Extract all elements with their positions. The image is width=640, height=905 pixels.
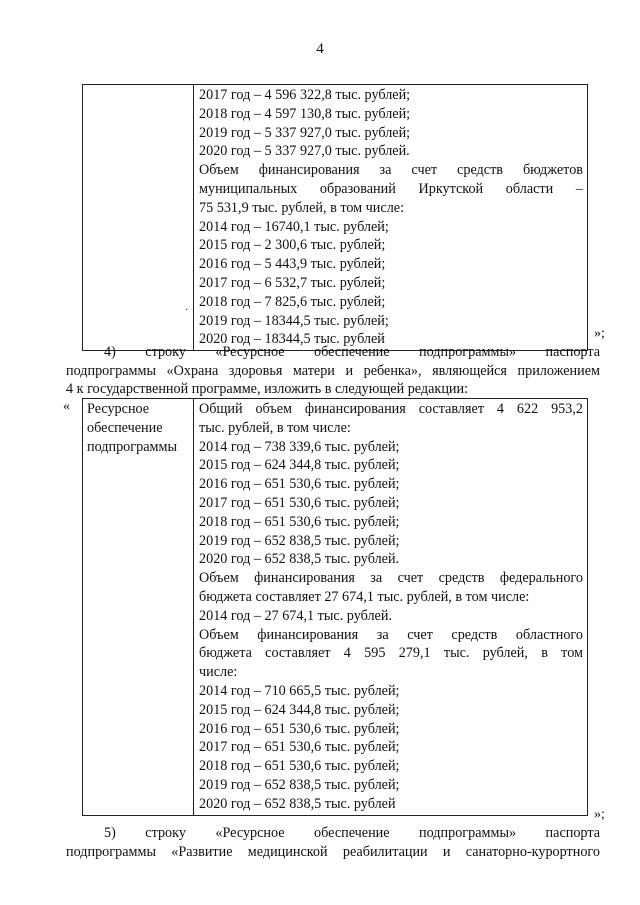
text-line: 2017 год – 651 530,6 тыс. рублей; <box>199 739 400 756</box>
text-line: 2020 год – 652 838,5 тыс. рублей. <box>199 551 400 568</box>
text-line: 2019 год – 652 838,5 тыс. рублей; <box>199 532 400 549</box>
row-heading-cell <box>83 399 194 816</box>
text-line: 2014 год – 710 665,5 тыс. рублей; <box>199 682 400 699</box>
text-line: Объем финансирования за счет средств федерального <box>199 570 583 587</box>
text-line: 2019 год – 18344,5 тыс. рублей; <box>199 312 389 329</box>
paragraph-line: 4 к государственной программе, изложить в следующей редакции: <box>66 381 469 398</box>
text-line: 2015 год – 624 344,8 тыс. рублей; <box>199 701 400 718</box>
financing-text-cell <box>194 85 588 351</box>
text-line: 2014 год – 738 339,6 тыс. рублей; <box>199 438 400 455</box>
text-line: 2018 год – 651 530,6 тыс. рублей; <box>199 513 400 530</box>
text-line: 2016 год – 651 530,6 тыс. рублей; <box>199 476 400 493</box>
text-line: 2017 год – 651 530,6 тыс. рублей; <box>199 494 400 511</box>
text-line: 2015 год – 624 344,8 тыс. рублей; <box>199 457 400 474</box>
closing-quote: »; <box>594 807 605 822</box>
paragraph-line: подпрограммы «Охрана здоровья матери и ребенка», являющейся приложением <box>66 362 600 379</box>
resource-provision-table <box>82 398 588 816</box>
paragraph-5 <box>66 824 600 861</box>
closing-quote: »; <box>594 326 605 341</box>
scan-speck: · <box>185 305 189 316</box>
text-line: бюджета составляет 4 595 279,1 тыс. рублей, в том <box>199 645 583 662</box>
text-line: бюджета составляет 27 674,1 тыс. рублей, в том числе: <box>199 588 530 605</box>
paragraph-line: 4) строку «Ресурсное обеспечение подпрограммы» паспорта <box>104 344 600 360</box>
text-line: тыс. рублей, в том числе: <box>199 419 351 436</box>
row-heading-line: обеспечение <box>87 419 163 436</box>
text-line: 2018 год – 4 597 130,8 тыс. рублей; <box>199 105 411 122</box>
text-line: Объем финансирования за счет средств областного <box>199 626 583 643</box>
text-line: 2017 год – 4 596 322,8 тыс. рублей; <box>199 87 411 103</box>
text-line: 2018 год – 651 530,6 тыс. рублей; <box>199 758 400 775</box>
text-line: 2016 год – 651 530,6 тыс. рублей; <box>199 720 400 737</box>
text-line: муниципальных образований Иркутской области – <box>199 180 583 197</box>
text-line: 2018 год – 7 825,6 тыс. рублей; <box>199 293 386 310</box>
opening-quote: « <box>63 399 70 414</box>
text-line: 2019 год – 5 337 927,0 тыс. рублей; <box>199 124 411 141</box>
text-line: Общий объем финансирования составляет 4 622 953,2 <box>199 401 583 417</box>
text-line: 2014 год – 27 674,1 тыс. рублей. <box>199 607 392 624</box>
text-line: 75 531,9 тыс. рублей, в том числе: <box>199 199 405 216</box>
paragraph-line: подпрограммы «Развитие медицинской реабилитации и санаторно-курортного <box>66 843 600 860</box>
left-cell-empty <box>83 85 194 351</box>
paragraph-line: 5) строку «Ресурсное обеспечение подпрограммы» паспорта <box>104 825 600 841</box>
text-line: 2019 год – 652 838,5 тыс. рублей; <box>199 776 400 793</box>
text-line: 2014 год – 16740,1 тыс. рублей; <box>199 218 389 235</box>
row-heading-line: подпрограммы <box>87 438 177 455</box>
text-line: 2015 год – 2 300,6 тыс. рублей; <box>199 237 386 254</box>
text-line: Объем финансирования за счет средств бюджетов <box>199 162 583 179</box>
financing-table-continued <box>82 84 588 351</box>
text-line: 2020 год – 18344,5 тыс. рублей <box>199 331 385 348</box>
page-number: 4 <box>316 41 324 57</box>
text-line: 2020 год – 5 337 927,0 тыс. рублей. <box>199 143 410 160</box>
text-line: 2016 год – 5 443,9 тыс. рублей; <box>199 256 386 273</box>
text-line: 2020 год – 652 838,5 тыс. рублей <box>199 795 396 812</box>
paragraph-4 <box>66 343 600 399</box>
text-line: числе: <box>199 664 238 681</box>
text-line: 2017 год – 6 532,7 тыс. рублей; <box>199 274 386 291</box>
row-heading-line: Ресурсное <box>87 401 150 417</box>
financing-text-cell <box>194 399 588 816</box>
